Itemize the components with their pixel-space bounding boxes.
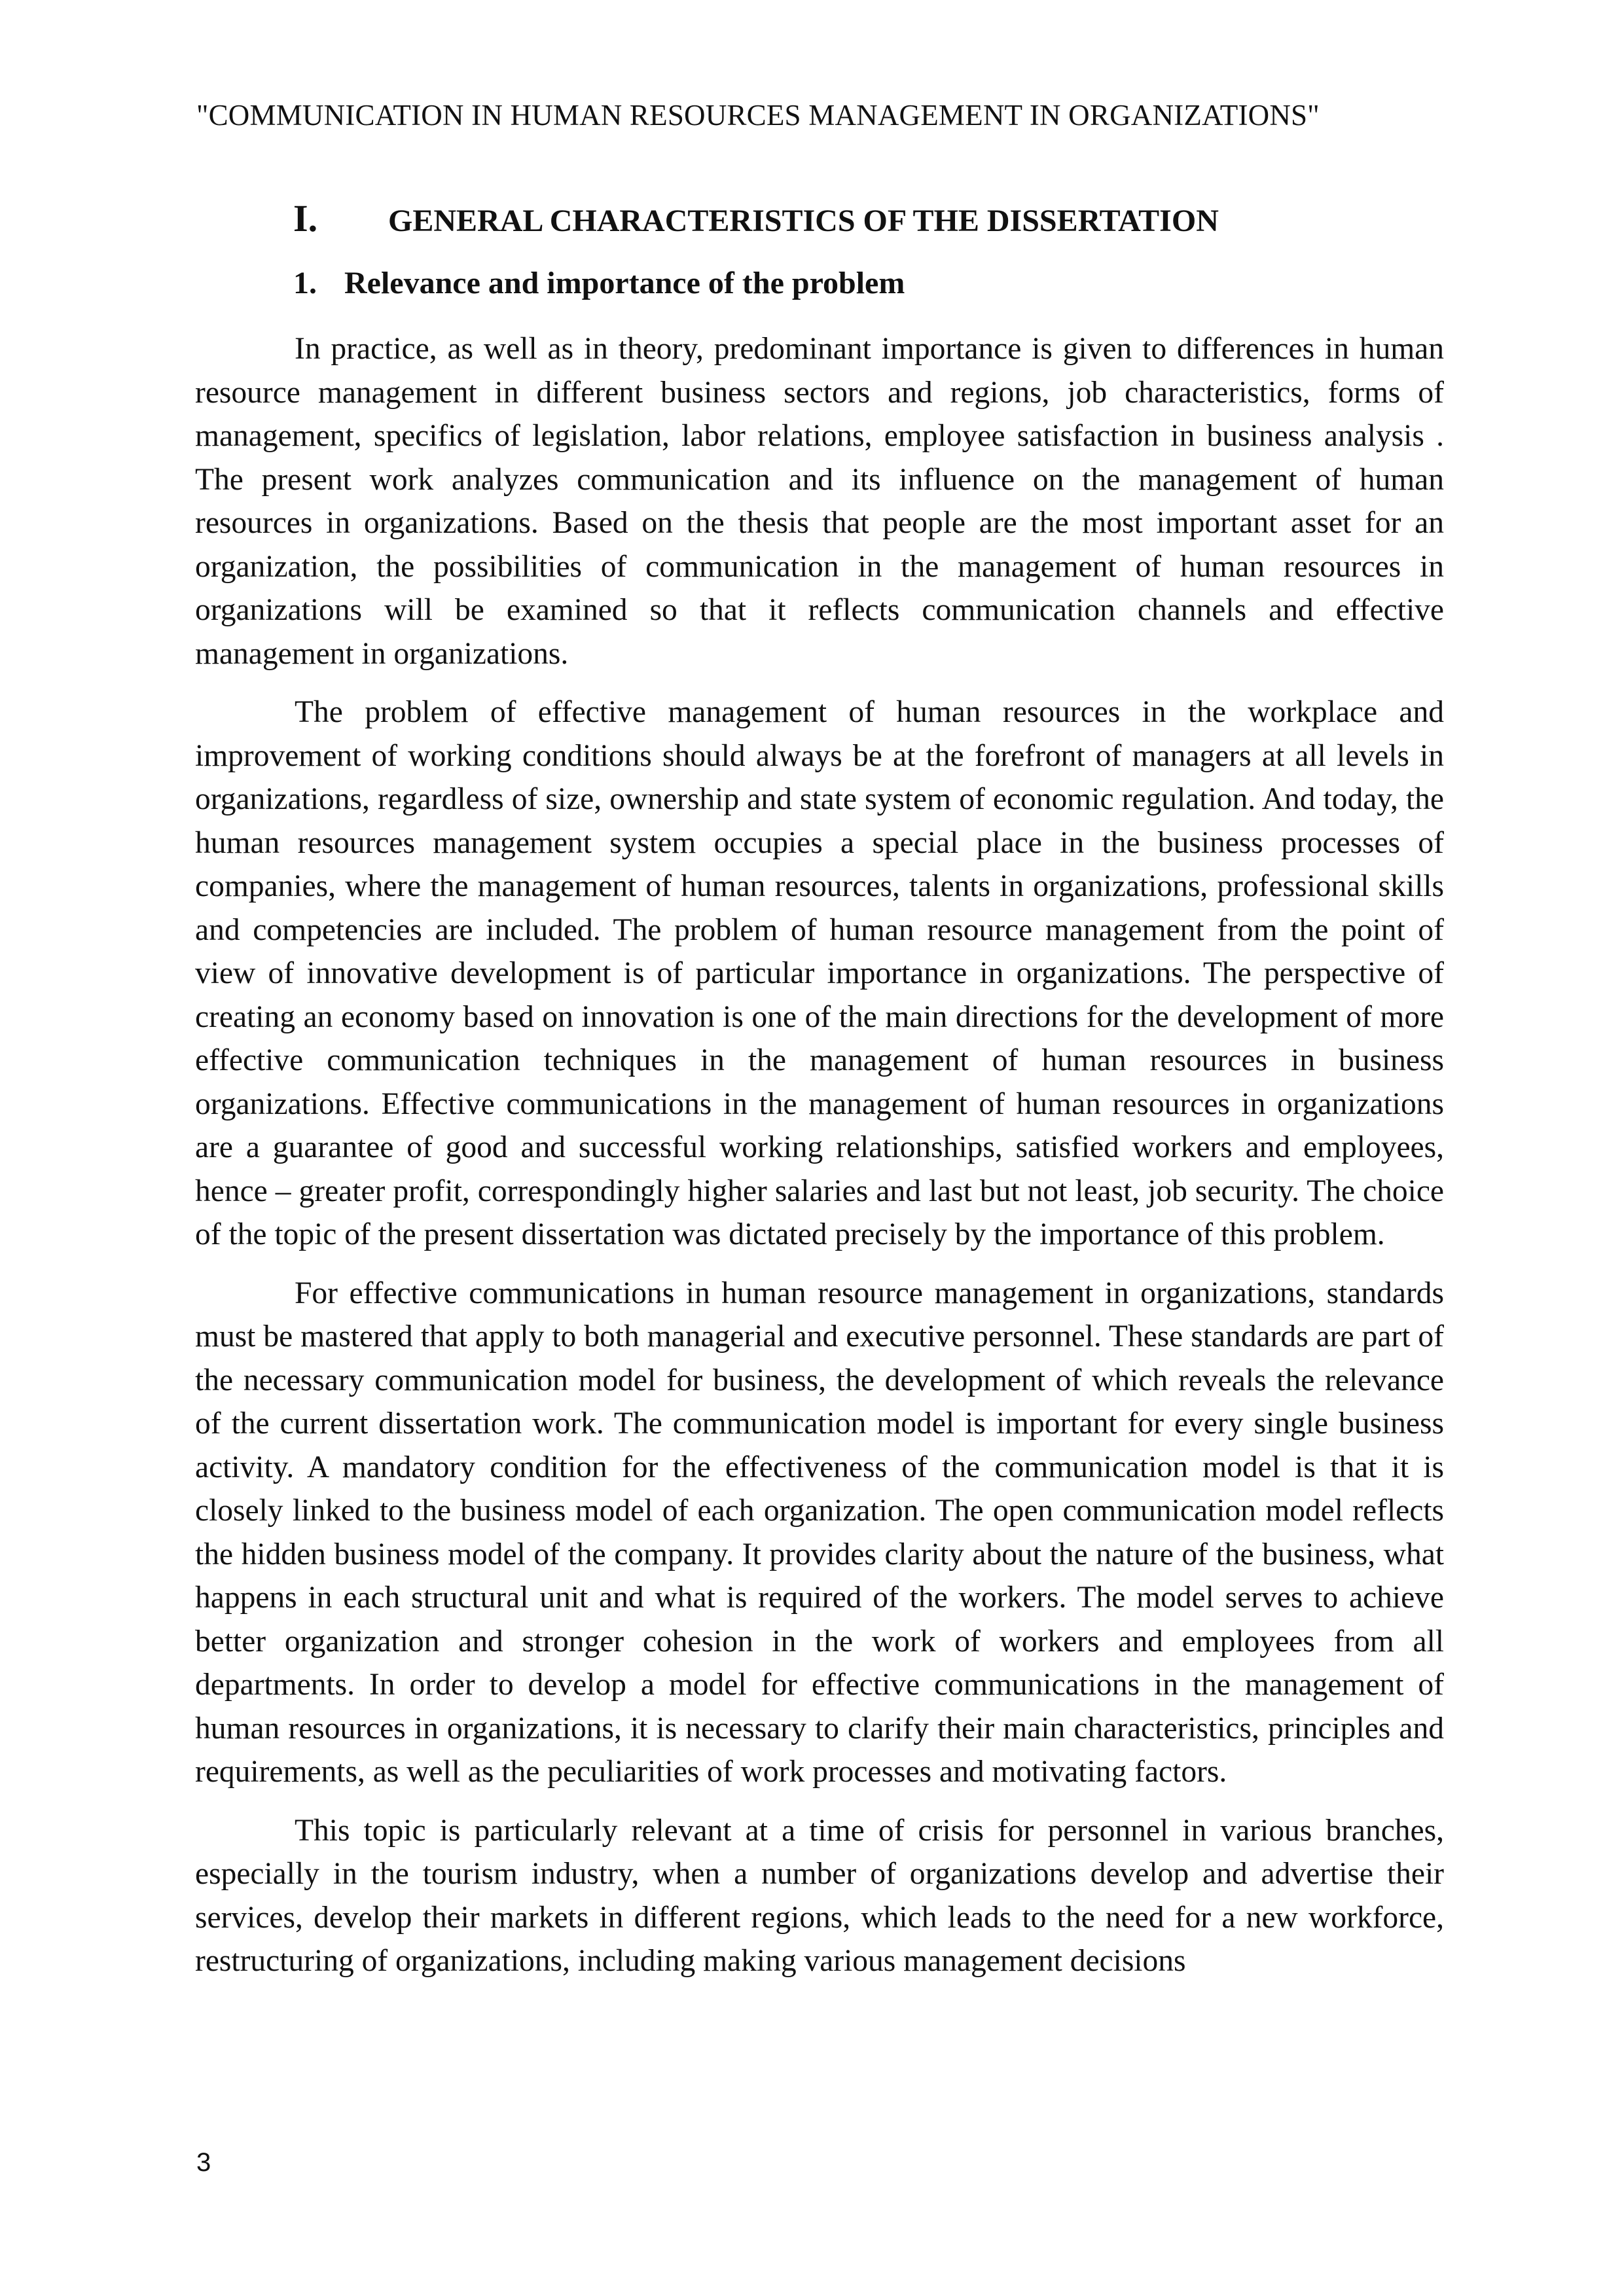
section-numeral: I.	[293, 197, 318, 240]
subsection-title: Relevance and importance of the problem	[344, 266, 905, 300]
paragraph: This topic is particularly relevant at a time of crisis for personnel in various branches, especially in the tourism industry, when a number of organizations develop and advertise their services, develop their markets in different regions, which leads to the need for a new workforce, restructuring of organizations, including making various management decisions	[195, 1813, 1444, 1978]
section-heading	[293, 196, 1406, 240]
subsection-number: 1.	[293, 266, 317, 300]
subsection-heading	[293, 265, 1406, 301]
running-header: "COMMUNICATION IN HUMAN RESOURCES MANAGEMENT IN ORGANIZATIONS"	[196, 99, 1320, 132]
paragraph: In practice, as well as in theory, predominant importance is given to differences in human resource management in different business sectors and regions, job characteristics, forms of management, specifics of legislation, labor relations, employee satisfaction in business analysis . The present work analyzes communication and its influence on the management of human resources in organizations. Based on the thesis that people are the most important asset for an organization, the possibilities of communication in the management of human resources in organizations will be examined so that it reflects communication channels and effective management in organizations.	[195, 332, 1444, 671]
paragraph: For effective communications in human resource management in organizations, standards must be mastered that apply to both managerial and executive personnel. These standards are part of the necessary communication model for business, the development of which reveals the relevance of the current dissertation work. The communication model is important for every single business activity. A mandatory condition for the effectiveness of the communication model is that it is closely linked to the business model of each organization. The open communication model reflects the hidden business model of the company. It provides clarity about the nature of the business, what happens in each structural unit and what is required of the workers. The model serves to achieve better organization and stronger cohesion in the work of workers and employees from all departments. In order to develop a model for effective communications in the management of human resources in organizations, it is necessary to clarify their main characteristics, principles and requirements, as well as the peculiarities of work processes and motivating factors.	[195, 1276, 1444, 1789]
paragraph: The problem of effective management of human resources in the workplace and improvement of working conditions should always be at the forefront of managers at all levels in organizations, regardless of size, ownership and state system of economic regulation. And today, the human resources management system occupies a special place in the business processes of companies, where the management of human resources, talents in organizations, professional skills and competencies are included. The problem of human resource management from the point of view of innovative development is of particular importance in organizations. The perspective of creating an economy based on innovation is one of the main directions for the development of more effective communication techniques in the management of human resources in business organizations. Effective communications in the management of human resources in organizations are a guarantee of good and successful working relationships, satisfied workers and employees, hence – greater profit, correspondingly higher salaries and last but not least, job security. The choice of the topic of the present dissertation was dictated precisely by the importance of this problem.	[195, 695, 1444, 1251]
section-title: GENERAL CHARACTERISTICS OF THE DISSERTATION	[388, 204, 1219, 238]
body-text	[195, 327, 1444, 1998]
page-number: 3	[196, 2148, 211, 2177]
